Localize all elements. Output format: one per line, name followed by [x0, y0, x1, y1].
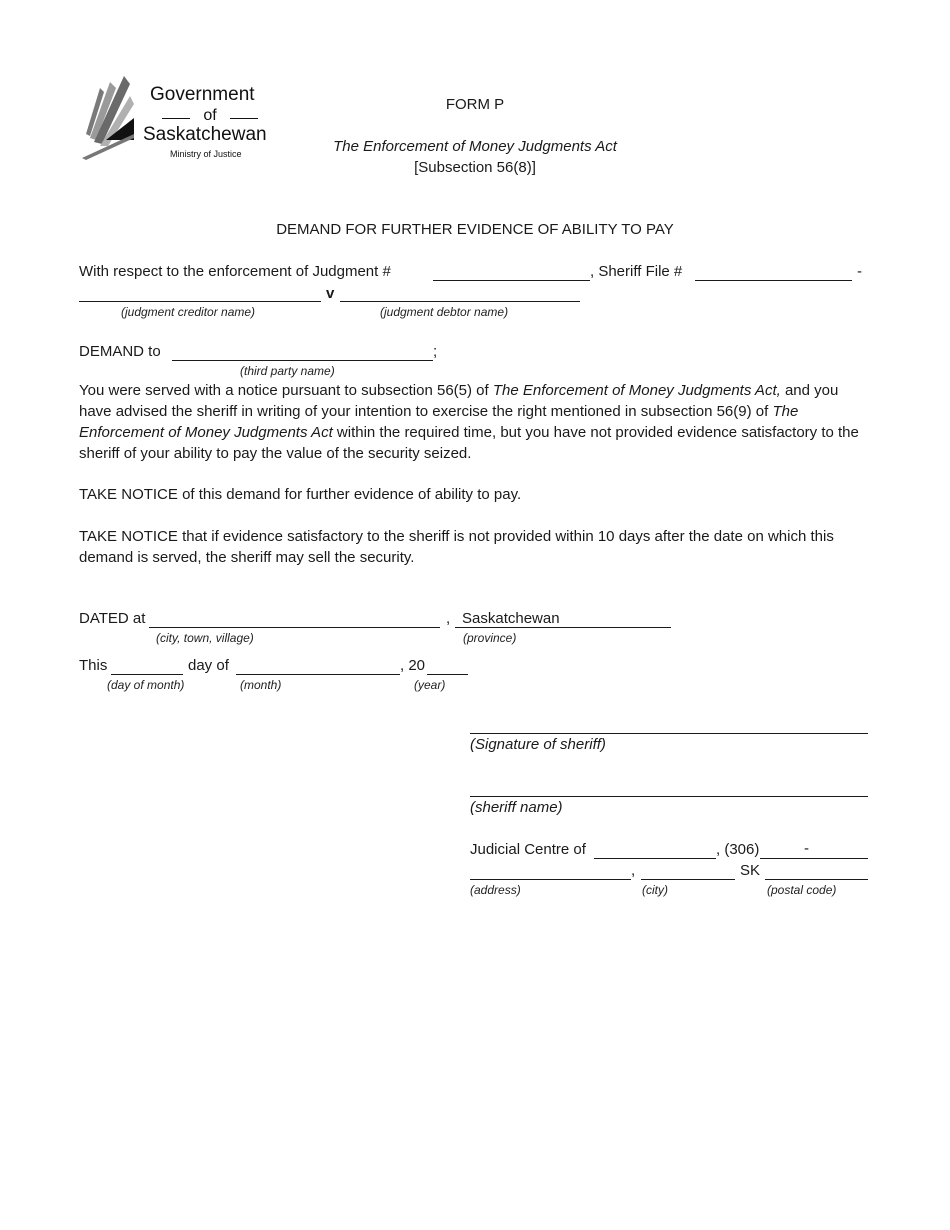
- sheriff-file-field[interactable]: [695, 280, 852, 281]
- address-comma: ,: [631, 862, 636, 879]
- address-field[interactable]: [470, 879, 631, 880]
- year-caption: (year): [414, 678, 446, 692]
- subsection-ref: [Subsection 56(8)]: [414, 159, 536, 176]
- debtor-caption: (judgment debtor name): [380, 305, 509, 319]
- phone-dash: -: [804, 840, 809, 857]
- phone-field[interactable]: [760, 858, 868, 859]
- province-field[interactable]: [455, 627, 671, 628]
- judgment-number-field[interactable]: [433, 280, 590, 281]
- logo-of-text: of: [203, 107, 217, 124]
- logo-saskatchewan: Saskatchewan: [143, 124, 267, 145]
- dated-comma: ,: [446, 610, 451, 627]
- logo-of: [162, 107, 258, 125]
- judicial-centre-field[interactable]: [594, 858, 716, 859]
- sheriff-file-label: , Sheriff File #: [590, 263, 683, 280]
- logo-rule-right: [230, 118, 258, 119]
- government-logo: [80, 74, 270, 164]
- province-caption: (province): [463, 631, 517, 645]
- p1-text-a: You were served with a notice pursuant to subsection 56(5) of: [79, 382, 493, 399]
- city-caption: (city, town, village): [156, 631, 254, 645]
- month-caption: (month): [240, 678, 282, 692]
- province-value: Saskatchewan: [462, 610, 560, 627]
- postal-caption: (postal code): [767, 883, 837, 897]
- sheriff-name-caption: (sheriff name): [470, 799, 563, 816]
- versus-label: v: [326, 285, 335, 302]
- third-party-field[interactable]: [172, 360, 433, 361]
- p1-act-ref-2: The Enforcement of Money Judgments Act: [79, 403, 799, 441]
- city-field[interactable]: [641, 879, 735, 880]
- logo-rule-left: [162, 118, 190, 119]
- year-field[interactable]: [427, 674, 468, 675]
- take-notice-1: TAKE NOTICE of this demand for further evidence of ability to pay.: [79, 486, 522, 503]
- saskatchewan-wheat-logo-icon: [80, 74, 140, 164]
- judgment-debtor-field[interactable]: [340, 301, 580, 302]
- day-field[interactable]: [111, 674, 183, 675]
- month-field[interactable]: [236, 674, 400, 675]
- p1-act-ref-1: The Enforcement of Money Judgments Act,: [492, 382, 781, 399]
- logo-ministry: Ministry of Justice: [170, 149, 242, 159]
- logo-government: Government: [150, 84, 255, 105]
- judgment-prefix: With respect to the enforcement of Judgment #: [79, 263, 391, 280]
- creditor-caption: (judgment creditor name): [121, 305, 256, 319]
- area-code: , (306): [716, 841, 760, 858]
- take-notice-2: TAKE NOTICE that if evidence satisfactory to the sheriff is not provided within 10 days after the date on which this demand is served, the sheriff may sell the security.: [79, 528, 834, 566]
- dated-label: DATED at: [79, 610, 146, 627]
- notice-paragraph: [79, 380, 869, 464]
- demand-semicolon: ;: [433, 343, 438, 360]
- day-caption: (day of month): [107, 678, 185, 692]
- document-title: DEMAND FOR FURTHER EVIDENCE OF ABILITY TO PAY: [276, 221, 674, 238]
- province-sk: SK: [740, 862, 761, 879]
- judicial-centre-label: Judicial Centre of: [470, 841, 586, 858]
- signature-line[interactable]: [470, 733, 868, 734]
- judgment-creditor-field[interactable]: [79, 301, 321, 302]
- postal-code-field[interactable]: [765, 879, 868, 880]
- sheriff-name-line[interactable]: [470, 796, 868, 797]
- day-of-label: day of: [188, 657, 229, 674]
- p1-text-b: and you have advised the sheriff in writing of your intention to exercise the right mentioned in subsection 56(9) of: [79, 382, 839, 420]
- this-label: This: [79, 657, 108, 674]
- year-prefix: , 20: [400, 657, 426, 674]
- form-label: FORM P: [445, 96, 505, 113]
- p1-text-c: within the required time, but you have not provided evidence satisfactory to the sheriff of your ability to pay the value of the security seized.: [79, 424, 859, 462]
- signature-caption: (Signature of sheriff): [470, 736, 606, 753]
- sheriff-file-dash: -: [857, 263, 862, 280]
- city-caption-sig: (city): [642, 883, 668, 897]
- address-caption: (address): [470, 883, 521, 897]
- third-party-caption: (third party name): [240, 364, 335, 378]
- dated-city-field[interactable]: [149, 627, 440, 628]
- demand-label: DEMAND to: [79, 343, 161, 360]
- act-title: The Enforcement of Money Judgments Act: [333, 138, 617, 155]
